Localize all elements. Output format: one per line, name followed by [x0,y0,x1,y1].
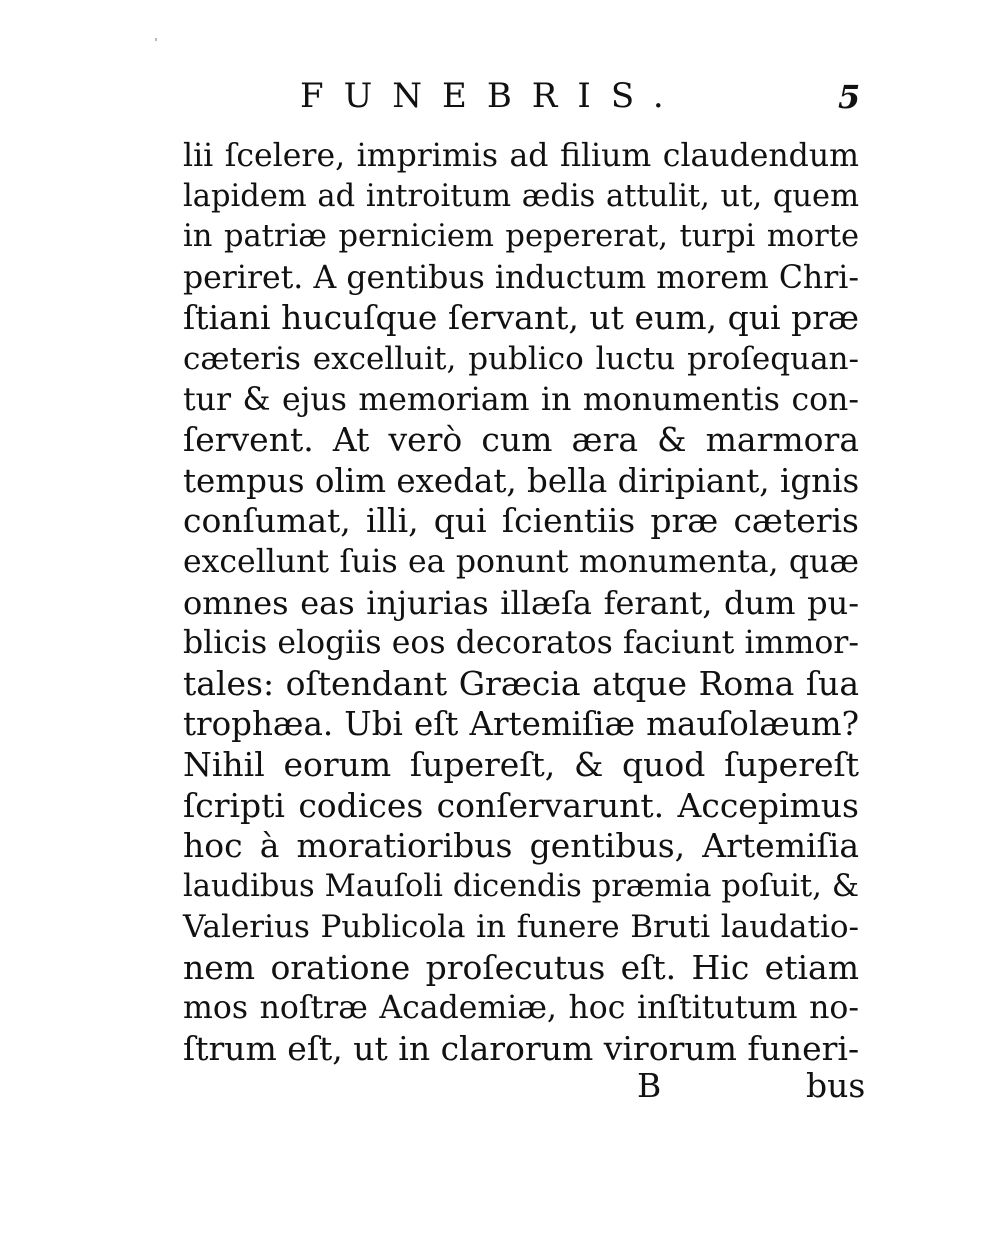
text-line: in patriæ perniciem pepererat, turpi morte [183,219,859,255]
page-number: 5 [838,78,861,116]
signature-mark: B [637,1066,662,1105]
body-text [183,136,859,1070]
text-line: tur & ejus memoriam in monumentis con- [183,381,859,418]
text-line: excellunt ſuis ea ponunt monumenta, quæ [183,543,859,580]
text-line: ſtrum eſt, ut in clarorum virorum funeri- [183,1029,860,1069]
text-line: tempus olim exedat, bella diripiant, ignis [183,461,860,500]
text-line: nem oratione proſecutus eſt. Hic etiam [183,947,859,987]
paper-speck [155,38,157,41]
catchword: bus [806,1066,866,1105]
text-line: hoc à moratioribus gentibus, Artemiſia [183,826,859,866]
text-line: Valerius Publicola in funere Bruti laudatio- [183,909,859,946]
text-line: conſumat, illi, qui ſcientiis præ cæteris [183,501,859,541]
text-line: lii ſcelere, imprimis ad filium claudendum [183,138,859,174]
text-line: ſervent. At verò cum æra & marmora [183,420,859,460]
text-line: Nihil eorum ſupereſt, & quod ſupereſt [183,744,859,784]
page-footer [0,1066,1000,1110]
text-line: laudibus Mauſoli dicendis præmia poſuit, & [183,868,859,904]
text-line: mos noſtræ Academiæ, hoc inſtitutum no- [183,990,859,1027]
text-line: cæteris excelluit, publico luctu proſequan- [183,340,859,377]
text-line: blicis elogiis eos decoratos faciunt immor- [183,625,859,662]
text-line: ſtiani hucuſque ſervant, ut eum, qui præ [183,298,859,338]
running-head: FUNEBRIS. [300,76,684,116]
text-line: ſcripti codices conſervarunt. Accepimus [183,785,859,825]
text-line: omnes eas injurias illæſa ferant, dum pu- [183,583,859,622]
text-line: periret. A gentibus inductum morem Chri- [183,259,859,296]
text-line: trophæa. Ubi eſt Artemiſiæ mauſolæum? [183,705,859,744]
text-line: lapidem ad introitum ædis attulit, ut, quem [183,178,859,214]
text-line: tales: oſtendant Græcia atque Roma ſua [183,663,859,703]
